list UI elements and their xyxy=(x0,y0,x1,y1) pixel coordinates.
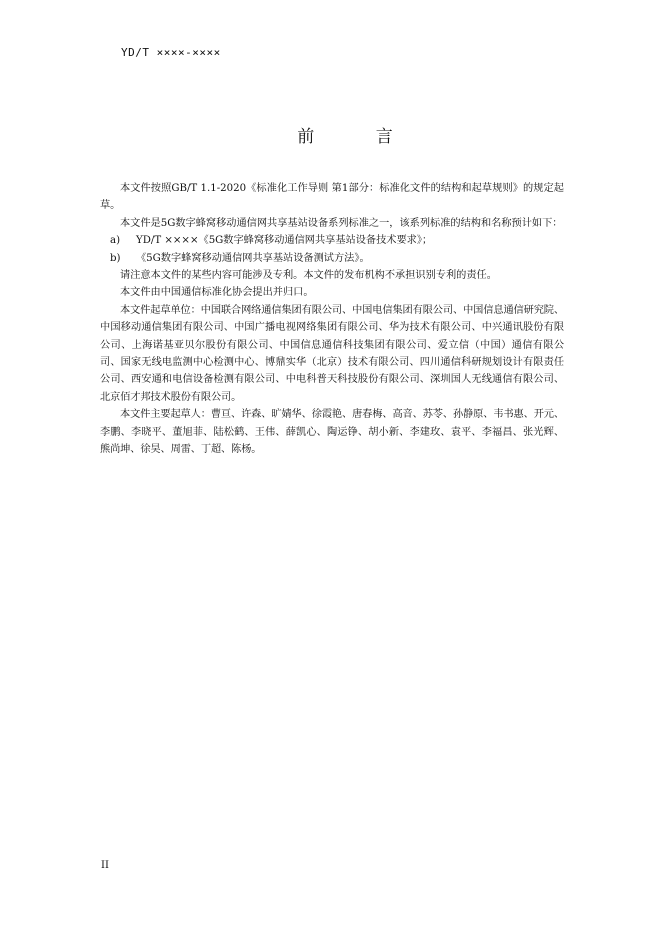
list-item-a-text: YD/T ××××《5G数字蜂窝移动通信网共享基站设备技术要求》； xyxy=(136,235,433,247)
paragraph-drafting-rules: 本文件按照GB/T 1.1-2020《标准化工作导则 第1部分：标准化文件的结构和起草规则》的规定起草。 xyxy=(100,183,564,212)
paragraph-series-intro: 本文件是5G数字蜂窝移动通信网共享基站设备系列标准之一，该系列标准的结构和名称预计如下： xyxy=(120,217,563,229)
list-item-b-text: 《5G数字蜂窝移动通信网共享基站设备测试方法》。 xyxy=(136,252,370,264)
standard-code-header: YD/T ××××-×××× xyxy=(121,46,221,59)
paragraph-drafters: 本文件主要起草人：曹亘、许森、旷婧华、徐霞艳、唐春梅、高音、苏苓、孙静原、韦书惠、开元、李鹏、李晓平、董旭菲、陆松鹤、王伟、薛凯心、陶运铮、胡小新、李建玫、袁平、李福昌、张光辉、熊尚坤、徐昊、周雷、丁超、陈杨。 xyxy=(100,409,564,456)
foreword-body xyxy=(100,180,564,459)
list-item-b-label: b) xyxy=(110,252,121,264)
paragraph-drafting-units: 本文件起草单位：中国联合网络通信集团有限公司、中国电信集团有限公司、中国信息通信研究院、中国移动通信集团有限公司、中国广播电视网络集团有限公司、华为技术有限公司、中兴通讯股份有限公司、上海诺基亚贝尔股份有限公司、中国信息通信科技集团有限公司、爱立信（中国）通信有限公司、国家无线电监测中心检测中心、博鼎实华（北京）技术有限公司、四川通信科研规划设计有限责任公司、西安通和电信设备检测有限公司、中电科普天科技股份有限公司、深圳国人无线通信有限公司、北京佰才邦技术股份有限公司。 xyxy=(100,304,564,403)
list-item-a xyxy=(100,232,564,249)
page-title: 前 言 xyxy=(297,127,421,147)
list-item-b xyxy=(100,250,564,267)
paragraph-patent-notice: 请注意本文件的某些内容可能涉及专利。本文件的发布机构不承担识别专利的责任。 xyxy=(120,270,497,282)
page-number: II xyxy=(101,860,109,871)
paragraph-proposer: 本文件由中国通信标准化协会提出并归口。 xyxy=(120,287,314,299)
list-item-a-label: a) xyxy=(110,235,121,247)
